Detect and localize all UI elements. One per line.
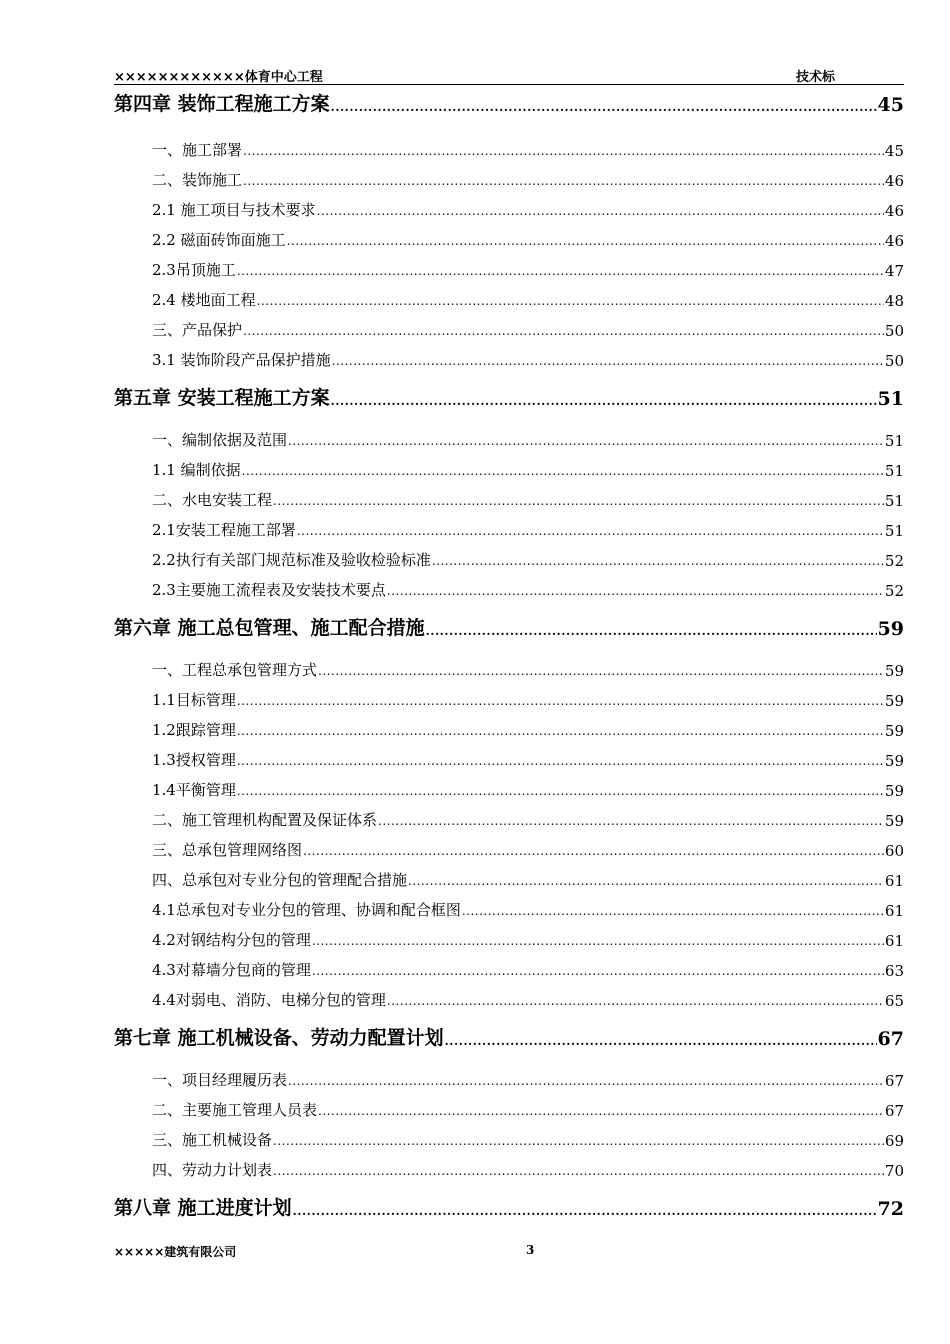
toc-entry-title: 二、主要施工管理人员表: [152, 1101, 318, 1119]
toc-leader-dots: [378, 812, 884, 830]
toc-page-number: 51: [884, 462, 904, 480]
toc-entry-title: 4.3对幕墙分包商的管理: [152, 961, 311, 979]
toc-item-entry[interactable]: [114, 986, 904, 1010]
toc-leader-dots: [243, 142, 884, 160]
toc-page-number: 59: [884, 662, 904, 680]
toc-leader-dots: [445, 1032, 877, 1050]
toc-entry-title: 四、劳动力计划表: [152, 1161, 273, 1179]
toc-leader-dots: [426, 622, 877, 640]
toc-chapter-entry[interactable]: [114, 1196, 904, 1220]
toc-item-entry[interactable]: [114, 346, 904, 370]
toc-item-entry[interactable]: [114, 656, 904, 680]
toc-leader-dots: [237, 262, 884, 280]
toc-item-entry[interactable]: [114, 166, 904, 190]
toc-page-number: 45: [877, 94, 904, 116]
toc-page-number: 69: [884, 1132, 904, 1150]
toc-item-entry[interactable]: [114, 1096, 904, 1120]
toc-page-number: 50: [884, 322, 904, 340]
toc-page-number: 46: [884, 232, 904, 250]
toc-item-entry[interactable]: [114, 956, 904, 980]
toc-page-number: 50: [884, 352, 904, 370]
toc-chapter-entry[interactable]: [114, 1026, 904, 1050]
toc-page-number: 52: [884, 552, 904, 570]
footer-company: ×××××建筑有限公司: [114, 1245, 237, 1259]
toc-item-entry[interactable]: [114, 426, 904, 450]
toc-page-number: 48: [884, 292, 904, 310]
toc-page-number: 51: [884, 432, 904, 450]
toc-leader-dots: [331, 98, 877, 116]
toc-leader-dots: [312, 932, 884, 950]
toc-page-number: 67: [884, 1072, 904, 1090]
toc-entry-title: 3.1 装饰阶段产品保护措施: [152, 351, 331, 369]
toc-entry-title: 三、施工机械设备: [152, 1131, 273, 1149]
toc-entry-title: 第七章 施工机械设备、劳动力配置计划: [114, 1027, 444, 1049]
toc-leader-dots: [462, 902, 884, 920]
toc-entry-title: 三、总承包管理网络图: [152, 841, 303, 859]
toc-chapter-entry[interactable]: [114, 92, 904, 116]
toc-page-number: 59: [884, 812, 904, 830]
toc-item-entry[interactable]: [114, 686, 904, 710]
toc-entry-title: 2.1 施工项目与技术要求: [152, 201, 316, 219]
toc-leader-dots: [243, 322, 884, 340]
toc-item-entry[interactable]: [114, 456, 904, 480]
toc-leader-dots: [287, 232, 884, 250]
toc-page-number: 46: [884, 202, 904, 220]
toc-page-number: 52: [884, 582, 904, 600]
toc-item-entry[interactable]: [114, 546, 904, 570]
toc-page-number: 61: [884, 932, 904, 950]
toc-entry-title: 一、编制依据及范围: [152, 431, 288, 449]
toc-entry-title: 2.2执行有关部门规范标准及验收检验标准: [152, 551, 431, 569]
toc-leader-dots: [318, 662, 884, 680]
toc-entry-title: 1.3授权管理: [152, 751, 236, 769]
toc-item-entry[interactable]: [114, 716, 904, 740]
toc-page-number: 65: [884, 992, 904, 1010]
toc-page-number: 72: [877, 1198, 904, 1220]
toc-entry-title: 4.1总承包对专业分包的管理、协调和配合框图: [152, 901, 461, 919]
toc-entry-title: 一、施工部署: [152, 141, 243, 159]
toc-item-entry[interactable]: [114, 316, 904, 340]
toc-item-entry[interactable]: [114, 486, 904, 510]
toc-leader-dots: [273, 1132, 884, 1150]
toc-page-number: 61: [884, 902, 904, 920]
toc-entry-title: 三、产品保护: [152, 321, 243, 339]
toc-item-entry[interactable]: [114, 1066, 904, 1090]
toc-entry-title: 2.2 磁面砖饰面施工: [152, 231, 286, 249]
toc-page-number: 46: [884, 172, 904, 190]
header-title: ××××××××××××体育中心工程: [114, 70, 323, 85]
toc-leader-dots: [432, 552, 884, 570]
toc-entry-title: 2.4 楼地面工程: [152, 291, 256, 309]
toc-leader-dots: [273, 492, 884, 510]
toc-leader-dots: [318, 1102, 884, 1120]
toc-entry-title: 1.2跟踪管理: [152, 721, 236, 739]
toc-leader-dots: [408, 872, 884, 890]
toc-entry-title: 第六章 施工总包管理、施工配合措施: [114, 617, 425, 639]
toc-item-entry[interactable]: [114, 896, 904, 920]
toc-item-entry[interactable]: [114, 256, 904, 280]
toc-page-number: 70: [884, 1162, 904, 1180]
footer-page-number: 3: [526, 1243, 535, 1257]
toc-page-number: 51: [884, 492, 904, 510]
toc-entry-title: 4.2对钢结构分包的管理: [152, 931, 311, 949]
toc-leader-dots: [303, 842, 884, 860]
toc-chapter-entry[interactable]: [114, 616, 904, 640]
toc-leader-dots: [273, 1162, 884, 1180]
toc-entry-title: 第八章 施工进度计划: [114, 1197, 292, 1219]
header-doc-type: 技术标: [796, 70, 836, 85]
toc-leader-dots: [332, 352, 884, 370]
toc-entry-title: 一、项目经理履历表: [152, 1071, 288, 1089]
toc-item-entry[interactable]: [114, 776, 904, 800]
toc-entry-title: 1.4平衡管理: [152, 781, 236, 799]
toc-leader-dots: [312, 962, 884, 980]
toc-leader-dots: [293, 1202, 877, 1220]
toc-entry-title: 1.1 编制依据: [152, 461, 241, 479]
toc-page-number: 67: [877, 1028, 904, 1050]
toc-entry-title: 2.3主要施工流程表及安装技术要点: [152, 581, 386, 599]
toc-leader-dots: [257, 292, 884, 310]
toc-entry-title: 二、水电安装工程: [152, 491, 273, 509]
toc-leader-dots: [317, 202, 884, 220]
toc-page-number: 51: [877, 388, 904, 410]
toc-page-number: 60: [884, 842, 904, 860]
toc-leader-dots: [387, 992, 884, 1010]
toc-entry-title: 1.1目标管理: [152, 691, 236, 709]
toc-item-entry[interactable]: [114, 926, 904, 950]
toc-entry-title: 4.4对弱电、消防、电梯分包的管理: [152, 991, 386, 1009]
toc-leader-dots: [237, 752, 884, 770]
toc-leader-dots: [243, 172, 884, 190]
page-footer: [114, 1243, 904, 1263]
toc-item-entry[interactable]: [114, 226, 904, 250]
toc-page-number: 47: [884, 262, 904, 280]
toc-entry-title: 2.3吊顶施工: [152, 261, 236, 279]
toc-item-entry[interactable]: [114, 516, 904, 540]
toc-item-entry[interactable]: [114, 866, 904, 890]
toc-leader-dots: [237, 722, 884, 740]
toc-page-number: 45: [884, 142, 904, 160]
toc-item-entry[interactable]: [114, 196, 904, 220]
toc-leader-dots: [288, 1072, 884, 1090]
toc-page-number: 59: [884, 722, 904, 740]
toc-entry-title: 四、总承包对专业分包的管理配合措施: [152, 871, 408, 889]
toc-item-entry[interactable]: [114, 746, 904, 770]
toc-entry-title: 二、施工管理机构配置及保证体系: [152, 811, 378, 829]
toc-page-number: 59: [884, 692, 904, 710]
toc-entry-title: 2.1安装工程施工部署: [152, 521, 296, 539]
toc-page-number: 67: [884, 1102, 904, 1120]
toc-leader-dots: [242, 462, 884, 480]
toc-entry-title: 一、工程总承包管理方式: [152, 661, 318, 679]
toc-leader-dots: [288, 432, 884, 450]
toc-leader-dots: [297, 522, 884, 540]
toc-page-number: 63: [884, 962, 904, 980]
toc-item-entry[interactable]: [114, 806, 904, 830]
toc-page-number: 59: [884, 782, 904, 800]
toc-item-entry[interactable]: [114, 136, 904, 160]
toc-chapter-entry[interactable]: [114, 386, 904, 410]
toc-leader-dots: [331, 392, 877, 410]
toc-page-number: 51: [884, 522, 904, 540]
toc-entry-title: 第四章 装饰工程施工方案: [114, 93, 330, 115]
toc-item-entry[interactable]: [114, 286, 904, 310]
toc-entry-title: 第五章 安装工程施工方案: [114, 387, 330, 409]
toc-item-entry[interactable]: [114, 1126, 904, 1150]
toc-leader-dots: [237, 782, 884, 800]
toc-leader-dots: [387, 582, 884, 600]
toc-entry-title: 二、装饰施工: [152, 171, 243, 189]
toc-page-number: 59: [884, 752, 904, 770]
toc-leader-dots: [237, 692, 884, 710]
toc-item-entry[interactable]: [114, 1156, 904, 1180]
toc-page-number: 61: [884, 872, 904, 890]
toc-item-entry[interactable]: [114, 576, 904, 600]
toc-page-number: 59: [877, 618, 904, 640]
toc-item-entry[interactable]: [114, 836, 904, 860]
